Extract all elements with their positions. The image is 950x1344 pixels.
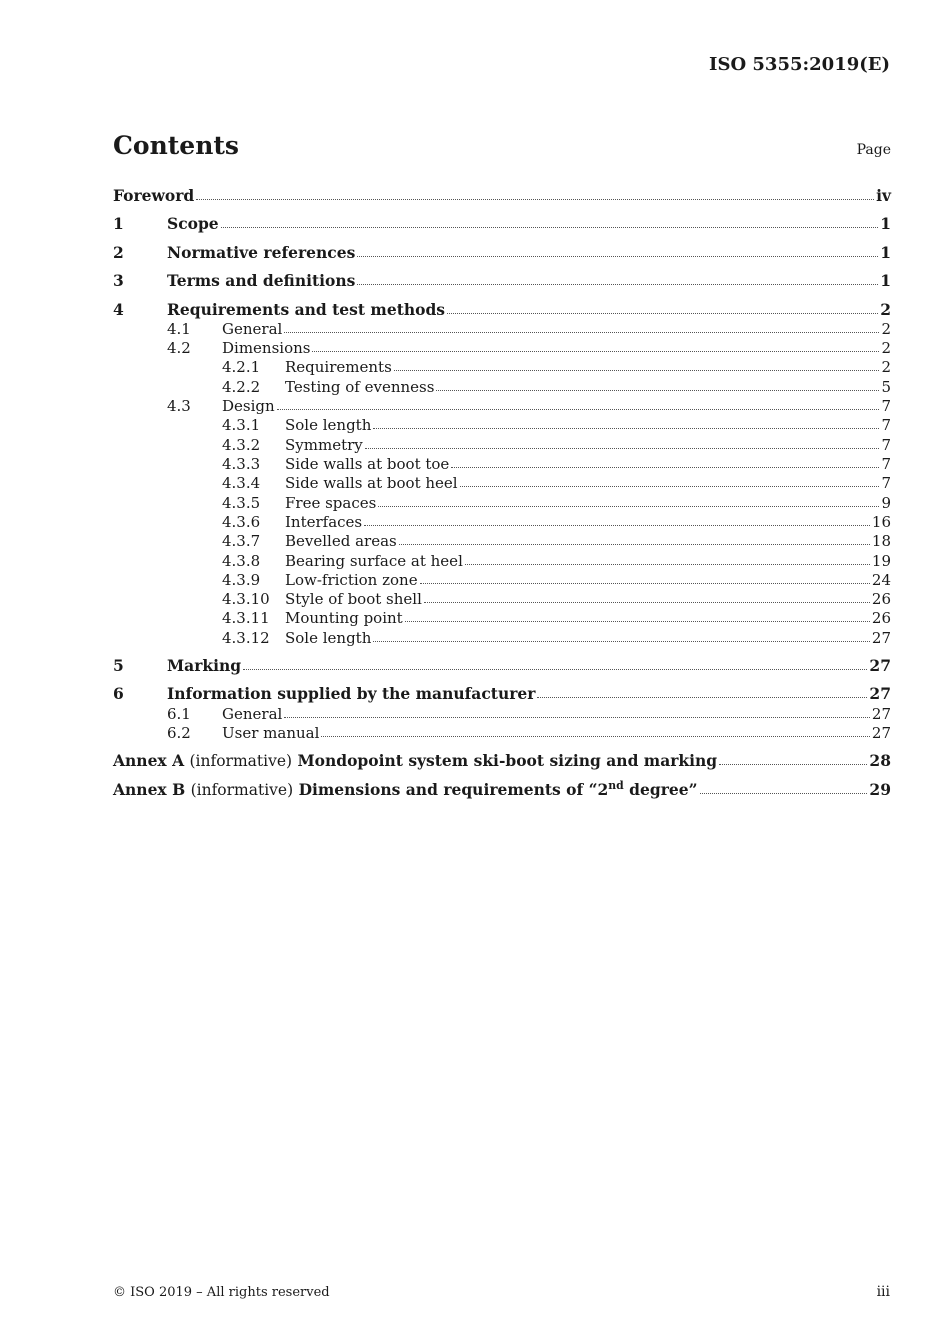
toc-label: Bearing surface at heel [285, 552, 463, 570]
toc-label: Scope [167, 214, 219, 233]
toc-page: 19 [871, 552, 891, 570]
toc-leader [221, 226, 879, 228]
toc-entry-scope[interactable] [113, 214, 891, 236]
toc-leader [364, 524, 870, 526]
toc-page: 7 [881, 455, 891, 473]
toc-page: 27 [869, 684, 891, 703]
toc-entry-4-3-12[interactable] [113, 629, 891, 649]
toc-label: General [222, 320, 283, 338]
toc-leader [373, 427, 879, 429]
toc-label: Side walls at boot heel [285, 474, 458, 492]
toc-label: Mounting point [285, 609, 403, 627]
annex-title-part: Dimensions and requirements of “2 [298, 780, 609, 799]
toc-number: 4.3.6 [222, 513, 261, 531]
toc-leader [365, 447, 880, 449]
annex-prefix: Annex A [113, 751, 185, 770]
toc-entry-4-3-5[interactable] [113, 494, 891, 514]
toc-entry-4-1[interactable] [113, 320, 891, 340]
toc-page: 27 [869, 656, 891, 675]
toc-leader [321, 735, 870, 737]
toc-page: 9 [881, 494, 891, 512]
toc-leader [424, 601, 870, 603]
toc-entry-information[interactable] [113, 684, 891, 706]
toc-leader [284, 716, 870, 718]
toc-number: 6.1 [167, 705, 191, 723]
toc-number: 4.3.5 [222, 494, 261, 512]
toc-number: 4.1 [167, 320, 191, 338]
toc-entry-4-2-2[interactable] [113, 378, 891, 398]
toc-page: 27 [871, 629, 891, 647]
toc-page: 1 [880, 214, 891, 233]
toc-entry-4-3-8[interactable] [113, 552, 891, 572]
table-of-contents [113, 0, 891, 820]
toc-label: Requirements [285, 358, 392, 376]
toc-entry-4-3-7[interactable] [113, 532, 891, 552]
annex-informative: (informative) [190, 781, 294, 799]
toc-entry-requirements[interactable] [113, 300, 891, 322]
toc-page: 2 [881, 358, 891, 376]
toc-leader [451, 466, 879, 468]
toc-entry-4-3-10[interactable] [113, 590, 891, 610]
toc-label: Interfaces [285, 513, 363, 531]
toc-label: User manual [222, 724, 320, 742]
toc-number: 3 [113, 271, 124, 290]
toc-number: 2 [113, 243, 124, 262]
toc-label: Symmetry [285, 436, 363, 454]
document-id: ISO 5355:2019(E) [709, 54, 890, 75]
toc-number: 4.3.3 [222, 455, 261, 473]
toc-page: 7 [881, 397, 891, 415]
toc-leader [373, 640, 870, 642]
toc-leader [537, 696, 867, 698]
annex-prefix: Annex B [113, 780, 186, 799]
annex-title-part: degree” [623, 780, 698, 799]
toc-entry-4-3-6[interactable] [113, 513, 891, 533]
toc-page: 27 [871, 705, 891, 723]
toc-label: Information supplied by the manufacturer [167, 684, 536, 703]
toc-label: Design [222, 397, 275, 415]
toc-leader [399, 543, 870, 545]
toc-leader [447, 312, 878, 314]
toc-page: 1 [880, 243, 891, 262]
toc-entry-annex-a[interactable] [113, 751, 891, 773]
toc-label: Side walls at boot toe [285, 455, 450, 473]
toc-number: 4.3.1 [222, 416, 261, 434]
toc-page: 7 [881, 474, 891, 492]
toc-label: Sole length [285, 416, 372, 434]
toc-label [113, 780, 698, 799]
toc-leader [394, 369, 880, 371]
toc-number: 4.3.10 [222, 590, 270, 608]
toc-entry-4-3-3[interactable] [113, 455, 891, 475]
toc-number: 5 [113, 656, 124, 675]
toc-leader [405, 620, 870, 622]
toc-label: Normative references [167, 243, 356, 262]
annex-title-superscript: nd [608, 778, 624, 792]
page-number: iii [876, 1284, 890, 1300]
toc-page: 2 [881, 320, 891, 338]
toc-entry-foreword[interactable] [113, 186, 891, 208]
toc-page: 28 [869, 751, 891, 770]
toc-number: 4.3.12 [222, 629, 270, 647]
toc-entry-annex-b[interactable] [113, 780, 891, 802]
toc-leader [357, 283, 878, 285]
toc-number: 1 [113, 214, 124, 233]
toc-label: Foreword [113, 186, 195, 205]
toc-label: Free spaces [285, 494, 377, 512]
toc-page: 27 [871, 724, 891, 742]
toc-label: Requirements and test methods [167, 300, 446, 319]
toc-label: Style of boot shell [285, 590, 422, 608]
toc-entry-normative-references[interactable] [113, 243, 891, 265]
toc-number: 4 [113, 300, 124, 319]
toc-leader [243, 668, 867, 670]
toc-leader [460, 485, 880, 487]
toc-page: 16 [871, 513, 891, 531]
toc-page: 18 [871, 532, 891, 550]
toc-page: 24 [871, 571, 891, 589]
toc-entry-4-3-4[interactable] [113, 474, 891, 494]
toc-number: 4.3.4 [222, 474, 261, 492]
toc-number: 6 [113, 684, 124, 703]
toc-entry-marking[interactable] [113, 656, 891, 678]
toc-number: 6.2 [167, 724, 191, 742]
page-title: Contents [113, 131, 240, 160]
toc-number: 4.3.11 [222, 609, 270, 627]
toc-number: 4.3.2 [222, 436, 261, 454]
toc-label: Sole length [285, 629, 372, 647]
annex-title: Mondopoint system ski-boot sizing and marking [297, 751, 718, 770]
toc-leader [436, 389, 879, 391]
toc-entry-4-3-1[interactable] [113, 416, 891, 436]
toc-label: Marking [167, 656, 242, 675]
toc-number: 4.3.8 [222, 552, 261, 570]
toc-entry-4-3-2[interactable] [113, 436, 891, 456]
toc-number: 4.2 [167, 339, 191, 357]
toc-page: iv [876, 186, 891, 205]
toc-leader [312, 350, 879, 352]
toc-entry-4-2-1[interactable] [113, 358, 891, 378]
toc-label: Bevelled areas [285, 532, 397, 550]
toc-label: General [222, 705, 283, 723]
toc-leader [357, 255, 878, 257]
toc-page: 5 [881, 378, 891, 396]
toc-leader [196, 198, 874, 200]
toc-number: 4.3 [167, 397, 191, 415]
toc-entry-6-1[interactable] [113, 705, 891, 725]
toc-leader [378, 505, 879, 507]
toc-entry-4-2[interactable] [113, 339, 891, 359]
toc-leader [465, 563, 870, 565]
toc-page: 2 [881, 339, 891, 357]
annex-title [299, 780, 698, 799]
toc-entry-4-3-11[interactable] [113, 609, 891, 629]
toc-number: 4.2.2 [222, 378, 261, 396]
toc-leader [277, 408, 880, 410]
toc-leader [719, 763, 867, 765]
page-column-label: Page [856, 142, 891, 158]
toc-label: Low-friction zone [285, 571, 418, 589]
toc-number: 4.3.9 [222, 571, 261, 589]
toc-page: 1 [880, 271, 891, 290]
toc-label: Dimensions [222, 339, 311, 357]
toc-page: 29 [869, 780, 891, 799]
toc-page: 26 [871, 609, 891, 627]
toc-leader [420, 582, 870, 584]
toc-label [113, 751, 717, 770]
toc-leader [700, 792, 868, 794]
toc-number: 4.2.1 [222, 358, 261, 376]
toc-entry-6-2[interactable] [113, 724, 891, 744]
toc-page: 26 [871, 590, 891, 608]
toc-page: 7 [881, 416, 891, 434]
toc-page: 7 [881, 436, 891, 454]
toc-leader [284, 331, 879, 333]
toc-entry-terms-and-definitions[interactable] [113, 271, 891, 293]
copyright-notice: © ISO 2019 – All rights reserved [113, 1285, 330, 1300]
toc-number: 4.3.7 [222, 532, 261, 550]
toc-label: Terms and definitions [167, 271, 356, 290]
toc-label: Testing of evenness [285, 378, 435, 396]
toc-entry-4-3-9[interactable] [113, 571, 891, 591]
toc-page: 2 [880, 300, 891, 319]
annex-informative: (informative) [189, 752, 293, 770]
toc-entry-4-3[interactable] [113, 397, 891, 417]
